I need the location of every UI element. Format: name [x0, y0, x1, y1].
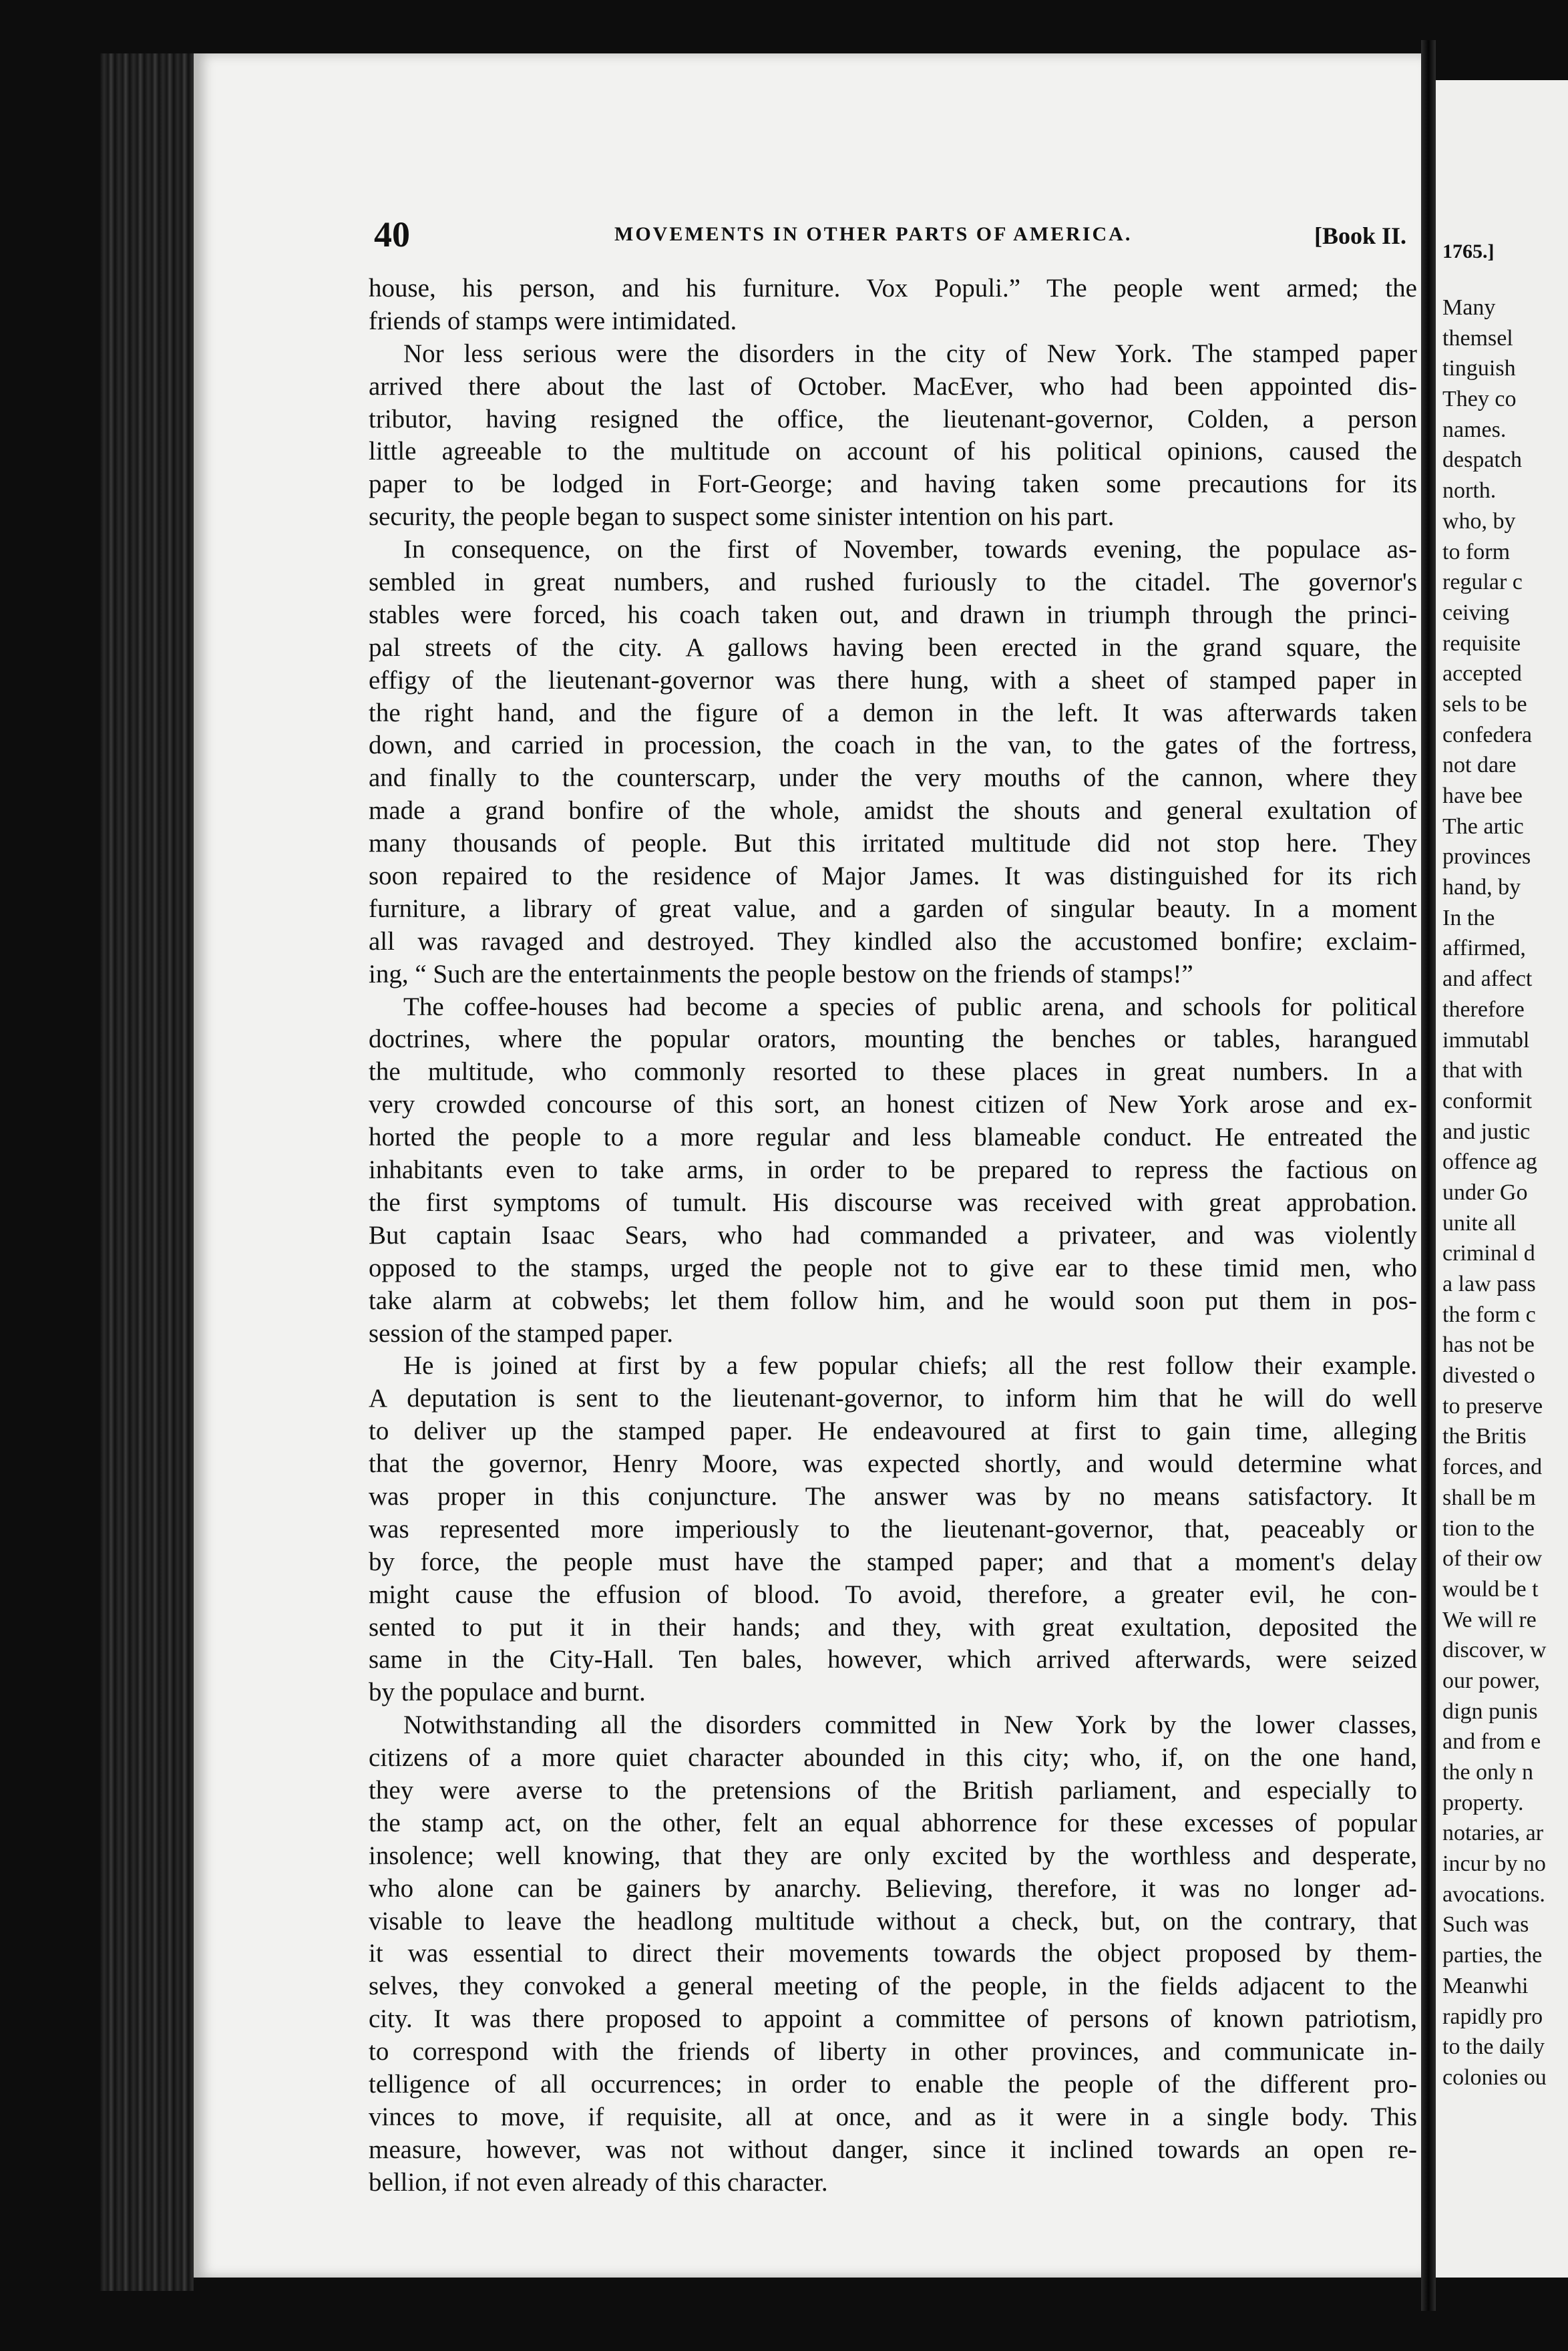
right-page-line: and affect — [1442, 966, 1533, 992]
text-line: measure, however, was not without danger, since it inclined towards an open re- — [369, 2135, 1417, 2164]
right-page — [1436, 80, 1568, 2278]
text-line: sembled in great numbers, and rushed furiously to the citadel. The governor's — [369, 568, 1417, 597]
right-page-line: forces, and — [1442, 1455, 1543, 1480]
right-page-line: offence ag — [1442, 1149, 1537, 1175]
text-line: sented to put it in their hands; and they, with great exultation, deposited the — [369, 1612, 1417, 1642]
text-line: very crowded concourse of this sort, an honest citizen of New York arose and ex- — [369, 1090, 1417, 1119]
text-line: by force, the people must have the stamped paper; and that a moment's delay — [369, 1547, 1417, 1576]
text-line: horted the people to a more regular and less blameable conduct. He entreated the — [369, 1123, 1417, 1152]
text-line: furniture, a library of great value, and a garden of singular beauty. In a moment — [369, 894, 1417, 923]
text-line: friends of stamps were intimidated. — [369, 306, 737, 335]
text-line: He is joined at first by a few popular chiefs; all the rest follow their example. — [403, 1351, 1417, 1381]
right-page-line: under Go — [1442, 1180, 1528, 1205]
right-page-line: to the daily — [1442, 2034, 1545, 2060]
right-page-line: parties, the — [1442, 1943, 1543, 1968]
text-line: ing, “ Such are the entertainments the people bestow on the friends of stamps!” — [369, 959, 1193, 988]
right-page-line: despatch — [1442, 447, 1522, 473]
right-page-line: and from e — [1442, 1729, 1541, 1755]
text-line: insolence; well knowing, that they are only excited by the worthless and desperate, — [369, 1841, 1417, 1870]
right-page-line: Meanwhi — [1442, 1973, 1529, 1998]
right-page-line: would be t — [1442, 1576, 1539, 1602]
text-line: was proper in this conjuncture. The answer was by no means satisfactory. It — [369, 1481, 1417, 1511]
right-page-line: ceiving — [1442, 600, 1510, 625]
text-line: to correspond with the friends of liberty in other provinces, and communicate in- — [369, 2037, 1417, 2066]
text-line: doctrines, where the popular orators, mounting the benches or tables, harangued — [369, 1025, 1417, 1054]
right-page-line: north. — [1442, 478, 1497, 504]
right-page-line: the only n — [1442, 1760, 1533, 1785]
text-line: paper to be lodged in Fort-George; and having taken some precautions for its — [369, 470, 1417, 499]
page-number: 40 — [374, 214, 410, 254]
text-line: soon repaired to the residence of Major James. It was distinguished for its rich — [369, 862, 1417, 891]
right-page-line: tinguish — [1442, 356, 1516, 381]
right-page-line: regular c — [1442, 570, 1523, 595]
text-line: Nor less serious were the disorders in the city of New York. The stamped paper — [403, 339, 1417, 368]
text-line: by the populace and burnt. — [369, 1678, 646, 1707]
right-page-header: 1765.] — [1442, 240, 1495, 262]
text-line: might cause the effusion of blood. To avoid, therefore, a greater evil, he con- — [369, 1580, 1417, 1609]
right-page-line: hand, by — [1442, 875, 1521, 900]
right-page-line: not dare — [1442, 753, 1517, 778]
text-line: that the governor, Henry Moore, was expected shortly, and would determine what — [369, 1449, 1417, 1479]
text-line: the right hand, and the figure of a demon in the left. It was afterwards taken — [369, 698, 1417, 727]
right-page-line: They co — [1442, 387, 1517, 412]
text-line: same in the City-Hall. Ten bales, however, which arrived afterwards, were seized — [369, 1645, 1417, 1674]
right-page-line: divested o — [1442, 1363, 1535, 1389]
right-page-line: and justic — [1442, 1119, 1531, 1144]
right-page-line: the Britis — [1442, 1424, 1527, 1449]
right-page-line: a law pass — [1442, 1272, 1536, 1296]
text-line: tributor, having resigned the office, the lieutenant-governor, Colden, a person — [369, 404, 1417, 433]
text-line: But captain Isaac Sears, who had commanded a privateer, and was violently — [369, 1220, 1417, 1250]
text-line: opposed to the stamps, urged the people not to give ear to these timid men, who — [369, 1253, 1417, 1282]
right-page-line: has not be — [1442, 1332, 1535, 1358]
text-line: it was essential to direct their movements towards the object proposed by them- — [369, 1939, 1417, 1968]
right-page-line: tion to the — [1442, 1515, 1535, 1541]
text-line: the first symptoms of tumult. His discourse was received with great approbation. — [369, 1188, 1417, 1217]
text-line: down, and carried in procession, the coach in the van, to the gates of the fortress, — [369, 731, 1417, 760]
right-page-line: The artic — [1442, 813, 1524, 839]
right-page-line: In the — [1442, 905, 1495, 930]
right-page-line: incur by no — [1442, 1851, 1546, 1877]
right-page-line: affirmed, — [1442, 936, 1526, 961]
right-page-line: themsel — [1442, 325, 1513, 351]
right-page-line: that with — [1442, 1058, 1523, 1083]
right-page-line: the form c — [1442, 1302, 1536, 1327]
text-line: was represented more imperiously to the lieutenant-governor, that, peaceably or — [369, 1514, 1417, 1544]
text-line: vinces to move, if requisite, all at once, and as it were in a single body. This — [369, 2102, 1417, 2131]
text-line: Notwithstanding all the disorders committed in New York by the lower classes, — [403, 1710, 1417, 1740]
right-page-line: rapidly pro — [1442, 2004, 1543, 2029]
right-page-line: Many — [1442, 295, 1496, 320]
text-line: many thousands of people. But this irritated multitude did not stop here. They — [369, 829, 1417, 858]
right-page-line: therefore — [1442, 997, 1525, 1022]
text-line: all was ravaged and destroyed. They kindled also the accustomed bonfire; exclaim- — [369, 926, 1417, 956]
right-page-line: have bee — [1442, 783, 1523, 808]
text-line: The coffee-houses had become a species of public arena, and schools for political — [403, 992, 1417, 1021]
right-page-line: notaries, ar — [1442, 1821, 1544, 1846]
text-line: bellion, if not even already of this character. — [369, 2167, 828, 2197]
text-line: effigy of the lieutenant-governor was there hung, with a sheet of stamped paper in — [369, 665, 1417, 695]
text-line: A deputation is sent to the lieutenant-governor, to inform him that he will do well — [369, 1384, 1417, 1413]
text-line: house, his person, and his furniture. Vox Populi.” The people went armed; the — [369, 274, 1417, 303]
right-page-line: immutabl — [1442, 1027, 1530, 1053]
text-line: and finally to the counterscarp, under the very mouths of the cannon, where they — [369, 763, 1417, 793]
text-line: they were averse to the pretensions of the British parliament, and especially to — [369, 1775, 1417, 1805]
right-page-line: criminal d — [1442, 1241, 1535, 1266]
text-line: the multitude, who commonly resorted to these places in great numbers. In a — [369, 1057, 1417, 1087]
right-page-line: who, by — [1442, 508, 1516, 534]
body-text — [369, 273, 1417, 2199]
right-page-line: discover, w — [1442, 1638, 1547, 1663]
right-page-line: requisite — [1442, 630, 1521, 656]
text-line: little agreeable to the multitude on account of his political opinions, caused the — [369, 437, 1417, 466]
text-line: session of the stamped paper. — [369, 1318, 673, 1348]
text-line: citizens of a more quiet character abounded in this city; who, if, on the one hand, — [369, 1743, 1417, 1773]
text-line: made a grand bonfire of the whole, amidst the shouts and general exultation of — [369, 796, 1417, 826]
right-page-line: our power, — [1442, 1668, 1540, 1693]
page-header — [374, 214, 1436, 254]
right-page-line: colonies ou — [1442, 2064, 1547, 2090]
text-line: to deliver up the stamped paper. He endeavoured at first to gain time, alleging — [369, 1417, 1417, 1446]
text-line: In consequence, on the first of November, towards evening, the populace as- — [403, 535, 1417, 564]
text-line: visable to leave the headlong multitude without a check, but, on the contrary, that — [369, 1906, 1417, 1936]
right-page-line: shall be m — [1442, 1485, 1536, 1510]
page-gutter — [1421, 40, 1436, 2311]
text-line: selves, they convoked a general meeting of the people, in the fields adjacent to the — [369, 1972, 1417, 2001]
text-line: pal streets of the city. A gallows having been erected in the grand square, the — [369, 632, 1417, 662]
right-page-line: dign punis — [1442, 1698, 1538, 1724]
right-page-line: property. — [1442, 1790, 1524, 1815]
text-line: stables were forced, his coach taken out, and drawn in triumph through the princi- — [369, 600, 1417, 629]
right-page-line: of their ow — [1442, 1546, 1543, 1572]
right-page-line: We will re — [1442, 1607, 1537, 1632]
book-spine-shadow — [100, 53, 194, 2291]
right-page-line: sels to be — [1442, 691, 1527, 717]
right-page-line: accepted — [1442, 661, 1522, 687]
right-page-line: Such was — [1442, 1912, 1529, 1938]
right-page-line: provinces — [1442, 844, 1531, 870]
text-line: take alarm at cobwebs; let them follow him, and he would soon put them in pos- — [369, 1286, 1417, 1315]
right-page-line: unite all — [1442, 1210, 1517, 1236]
right-page-line: to form — [1442, 539, 1511, 564]
text-line: security, the people began to suspect some sinister intention on his part. — [369, 502, 1115, 532]
book-label: [Book II. — [1314, 222, 1407, 249]
text-line: the stamp act, on the other, felt an equal abhorrence for these excesses of popular — [369, 1808, 1417, 1837]
text-line: city. It was there proposed to appoint a committee of persons of known patriotism, — [369, 2004, 1417, 2034]
text-line: telligence of all occurrences; in order to enable the people of the different pro- — [369, 2069, 1417, 2099]
right-page-text — [1442, 293, 1568, 2093]
running-title: MOVEMENTS IN OTHER PARTS OF AMERICA. — [614, 223, 1133, 245]
text-line: inhabitants even to take arms, in order to be prepared to repress the factious on — [369, 1155, 1417, 1185]
right-page-line: names. — [1442, 417, 1507, 442]
right-page-line: to preserve — [1442, 1393, 1543, 1419]
text-line: who alone can be gainers by anarchy. Believing, therefore, it was no longer ad- — [369, 1873, 1417, 1903]
text-line: arrived there about the last of October. MacEver, who had been appointed dis- — [369, 371, 1417, 401]
right-page-line: avocations. — [1442, 1881, 1545, 1907]
right-page-line: conformit — [1442, 1088, 1533, 1113]
right-page-line: confedera — [1442, 722, 1533, 747]
